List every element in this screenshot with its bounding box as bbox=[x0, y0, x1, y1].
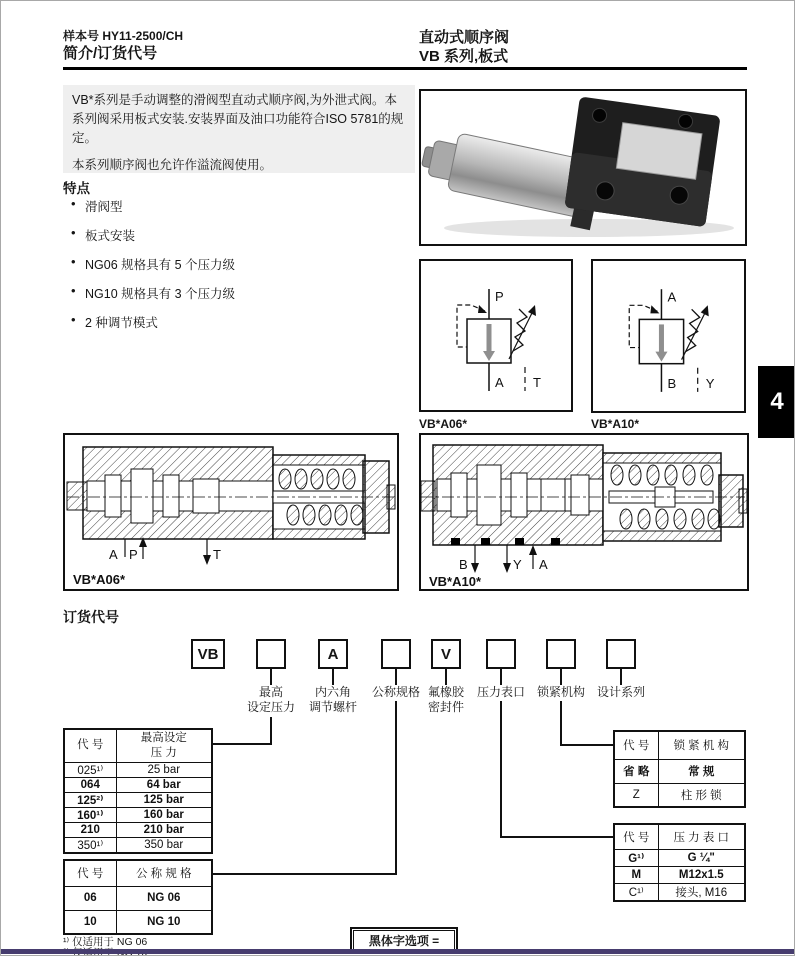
feature-item: • 2 种调节模式 bbox=[71, 313, 401, 331]
valve-photo-illustration bbox=[421, 91, 745, 244]
table-row: 210 210 bar bbox=[64, 822, 212, 837]
table-header-row bbox=[64, 860, 212, 886]
section-tab-number: 4 bbox=[770, 388, 784, 415]
table-row: G¹⁾ G ¼" bbox=[614, 849, 745, 866]
connector-line bbox=[213, 743, 272, 745]
cutaway-port-label: P bbox=[129, 547, 138, 562]
box-tick-line bbox=[332, 669, 334, 685]
lock-table bbox=[613, 730, 746, 808]
hydraulic-symbol-a06 bbox=[421, 261, 571, 410]
ordering-code-box-gauge bbox=[486, 639, 516, 669]
cutaway-port-label: A bbox=[109, 547, 118, 562]
symbol-port-bottom: B bbox=[667, 375, 677, 391]
cutaway-port-label: Y bbox=[513, 557, 522, 572]
page-title: 简介/订货代号 bbox=[63, 45, 158, 62]
table-row: 350¹⁾ 350 bar bbox=[64, 837, 212, 853]
cutaway-frame-a06 bbox=[63, 433, 399, 591]
table-row: 10 NG 10 bbox=[64, 910, 212, 934]
product-series: VB 系列,板式 bbox=[419, 48, 509, 65]
ordering-box-code: VB bbox=[197, 645, 219, 663]
symbol-port-bottom: A bbox=[495, 375, 504, 390]
table-header-row bbox=[614, 731, 745, 759]
table-row: 064 64 bar bbox=[64, 777, 212, 792]
box-tick-line bbox=[270, 669, 272, 685]
table-row: 025¹⁾ 25 bar bbox=[64, 762, 212, 777]
product-photo-frame bbox=[419, 89, 747, 246]
table-header-cell: 代 号 bbox=[64, 860, 116, 886]
ordering-code-box-lock bbox=[546, 639, 576, 669]
cutaway-label-a10: VB*A10* bbox=[429, 574, 482, 589]
symbol-port-top: P bbox=[495, 289, 504, 304]
features-list bbox=[71, 197, 401, 342]
bold-note-text: 黑体字选项 = bbox=[353, 930, 455, 950]
cutaway-frame-a10 bbox=[419, 433, 749, 591]
table-row: M M12x1.5 bbox=[614, 866, 745, 883]
connector-line bbox=[560, 744, 613, 746]
feature-item: • 滑阀型 bbox=[71, 197, 401, 215]
symbol-frame-a06 bbox=[419, 259, 573, 412]
ordering-code-box-pressure bbox=[256, 639, 286, 669]
box-tick-line bbox=[620, 669, 622, 685]
symbol-frame-a10 bbox=[591, 259, 746, 413]
connector-line bbox=[560, 701, 562, 746]
symbol-label-a06: VB*A06* bbox=[419, 417, 468, 431]
ordering-box-label-design: 设计系列 bbox=[596, 685, 645, 699]
box-tick-line bbox=[395, 669, 397, 685]
cutaway-port-label: T bbox=[213, 547, 221, 562]
ordering-code-box-vb bbox=[191, 639, 225, 669]
table-header-row bbox=[64, 729, 212, 762]
ordering-box-code: V bbox=[440, 645, 451, 663]
ordering-box-label-size: 公称规格 bbox=[371, 685, 420, 699]
box-tick-line bbox=[560, 669, 562, 685]
intro-box bbox=[63, 85, 415, 173]
ordering-title: 订货代号 bbox=[63, 609, 119, 625]
size-table bbox=[63, 859, 213, 935]
cutaway-label-a06: VB*A06* bbox=[73, 572, 126, 587]
table-row: 省 略 常 规 bbox=[614, 759, 745, 783]
table-header-cell: 最高设定 压 力 bbox=[116, 729, 212, 762]
product-name: 直动式顺序阀 bbox=[419, 29, 510, 46]
box-tick-line bbox=[445, 669, 447, 685]
table-header-cell: 锁 紧 机 构 bbox=[658, 731, 745, 759]
connector-line bbox=[500, 701, 502, 838]
symbol-port-drain: Y bbox=[705, 375, 715, 391]
feature-item: • NG06 规格具有 5 个压力级 bbox=[71, 255, 401, 273]
table-header-cell: 代 号 bbox=[614, 731, 658, 759]
connector-line bbox=[213, 873, 397, 875]
symbol-label-a10: VB*A10* bbox=[591, 417, 640, 431]
bottom-scan-bar bbox=[1, 949, 795, 954]
header-rule bbox=[63, 67, 747, 70]
intro-paragraph-1: VB*系列是手动调整的滑阀型直动式顺序阀,为外泄式阀。本系列阀采用板式安装.安装界面及油口功能符合ISO 5781的规定。 bbox=[72, 93, 404, 145]
ordering-box-label-adjust: 内六角 调节螺杆 bbox=[308, 685, 357, 714]
cutaway-port-label: A bbox=[539, 557, 548, 572]
feature-item: • 板式安装 bbox=[71, 226, 401, 244]
table-header-row bbox=[614, 824, 745, 849]
ordering-box-code: A bbox=[327, 645, 339, 663]
table-row: 125²⁾ 125 bar bbox=[64, 792, 212, 807]
table-row: 06 NG 06 bbox=[64, 886, 212, 910]
ordering-box-label-lock: 锁紧机构 bbox=[536, 685, 585, 699]
doc-number: 样本号 HY11-2500/CH bbox=[63, 29, 184, 43]
ordering-box-label-seal: 氟橡胶 密封件 bbox=[427, 685, 464, 714]
cutaway-drawing-a10 bbox=[421, 435, 747, 589]
features-title: 特点 bbox=[63, 181, 90, 196]
table-header-cell: 代 号 bbox=[64, 729, 116, 762]
ordering-code-box-size bbox=[381, 639, 411, 669]
gauge-table bbox=[613, 823, 746, 902]
table-header-cell: 公 称 规 格 bbox=[116, 860, 212, 886]
connector-line bbox=[395, 701, 397, 875]
table-header-cell: 代 号 bbox=[614, 824, 658, 849]
table-row: C¹⁾ 接头, M16 bbox=[614, 883, 745, 901]
connector-line bbox=[500, 836, 613, 838]
section-tab bbox=[758, 366, 795, 438]
ordering-box-label-pressure: 最高 设定压力 bbox=[246, 685, 295, 714]
ordering-code-box-design bbox=[606, 639, 636, 669]
cutaway-port-label: B bbox=[459, 557, 468, 572]
ordering-box-label-gauge: 压力表口 bbox=[476, 685, 525, 699]
intro-paragraph-2: 本系列顺序阀也允许作溢流阀使用。 bbox=[72, 158, 273, 173]
table-row: 160¹⁾ 160 bar bbox=[64, 807, 212, 822]
symbol-port-top: A bbox=[667, 289, 677, 305]
feature-item: • NG10 规格具有 3 个压力级 bbox=[71, 284, 401, 302]
table-row: Z 柱 形 锁 bbox=[614, 783, 745, 807]
ordering-code-box-seal bbox=[431, 639, 461, 669]
hydraulic-symbol-a10 bbox=[593, 261, 744, 411]
cutaway-drawing-a06 bbox=[65, 435, 397, 589]
box-tick-line bbox=[500, 669, 502, 685]
connector-line bbox=[270, 717, 272, 745]
footnote-1: ¹⁾ 仅适用于 NG 06 bbox=[63, 936, 148, 948]
table-header-cell: 压 力 表 口 bbox=[658, 824, 745, 849]
symbol-port-drain: T bbox=[533, 375, 541, 390]
pressure-table bbox=[63, 728, 213, 854]
ordering-code-box-adjust bbox=[318, 639, 348, 669]
